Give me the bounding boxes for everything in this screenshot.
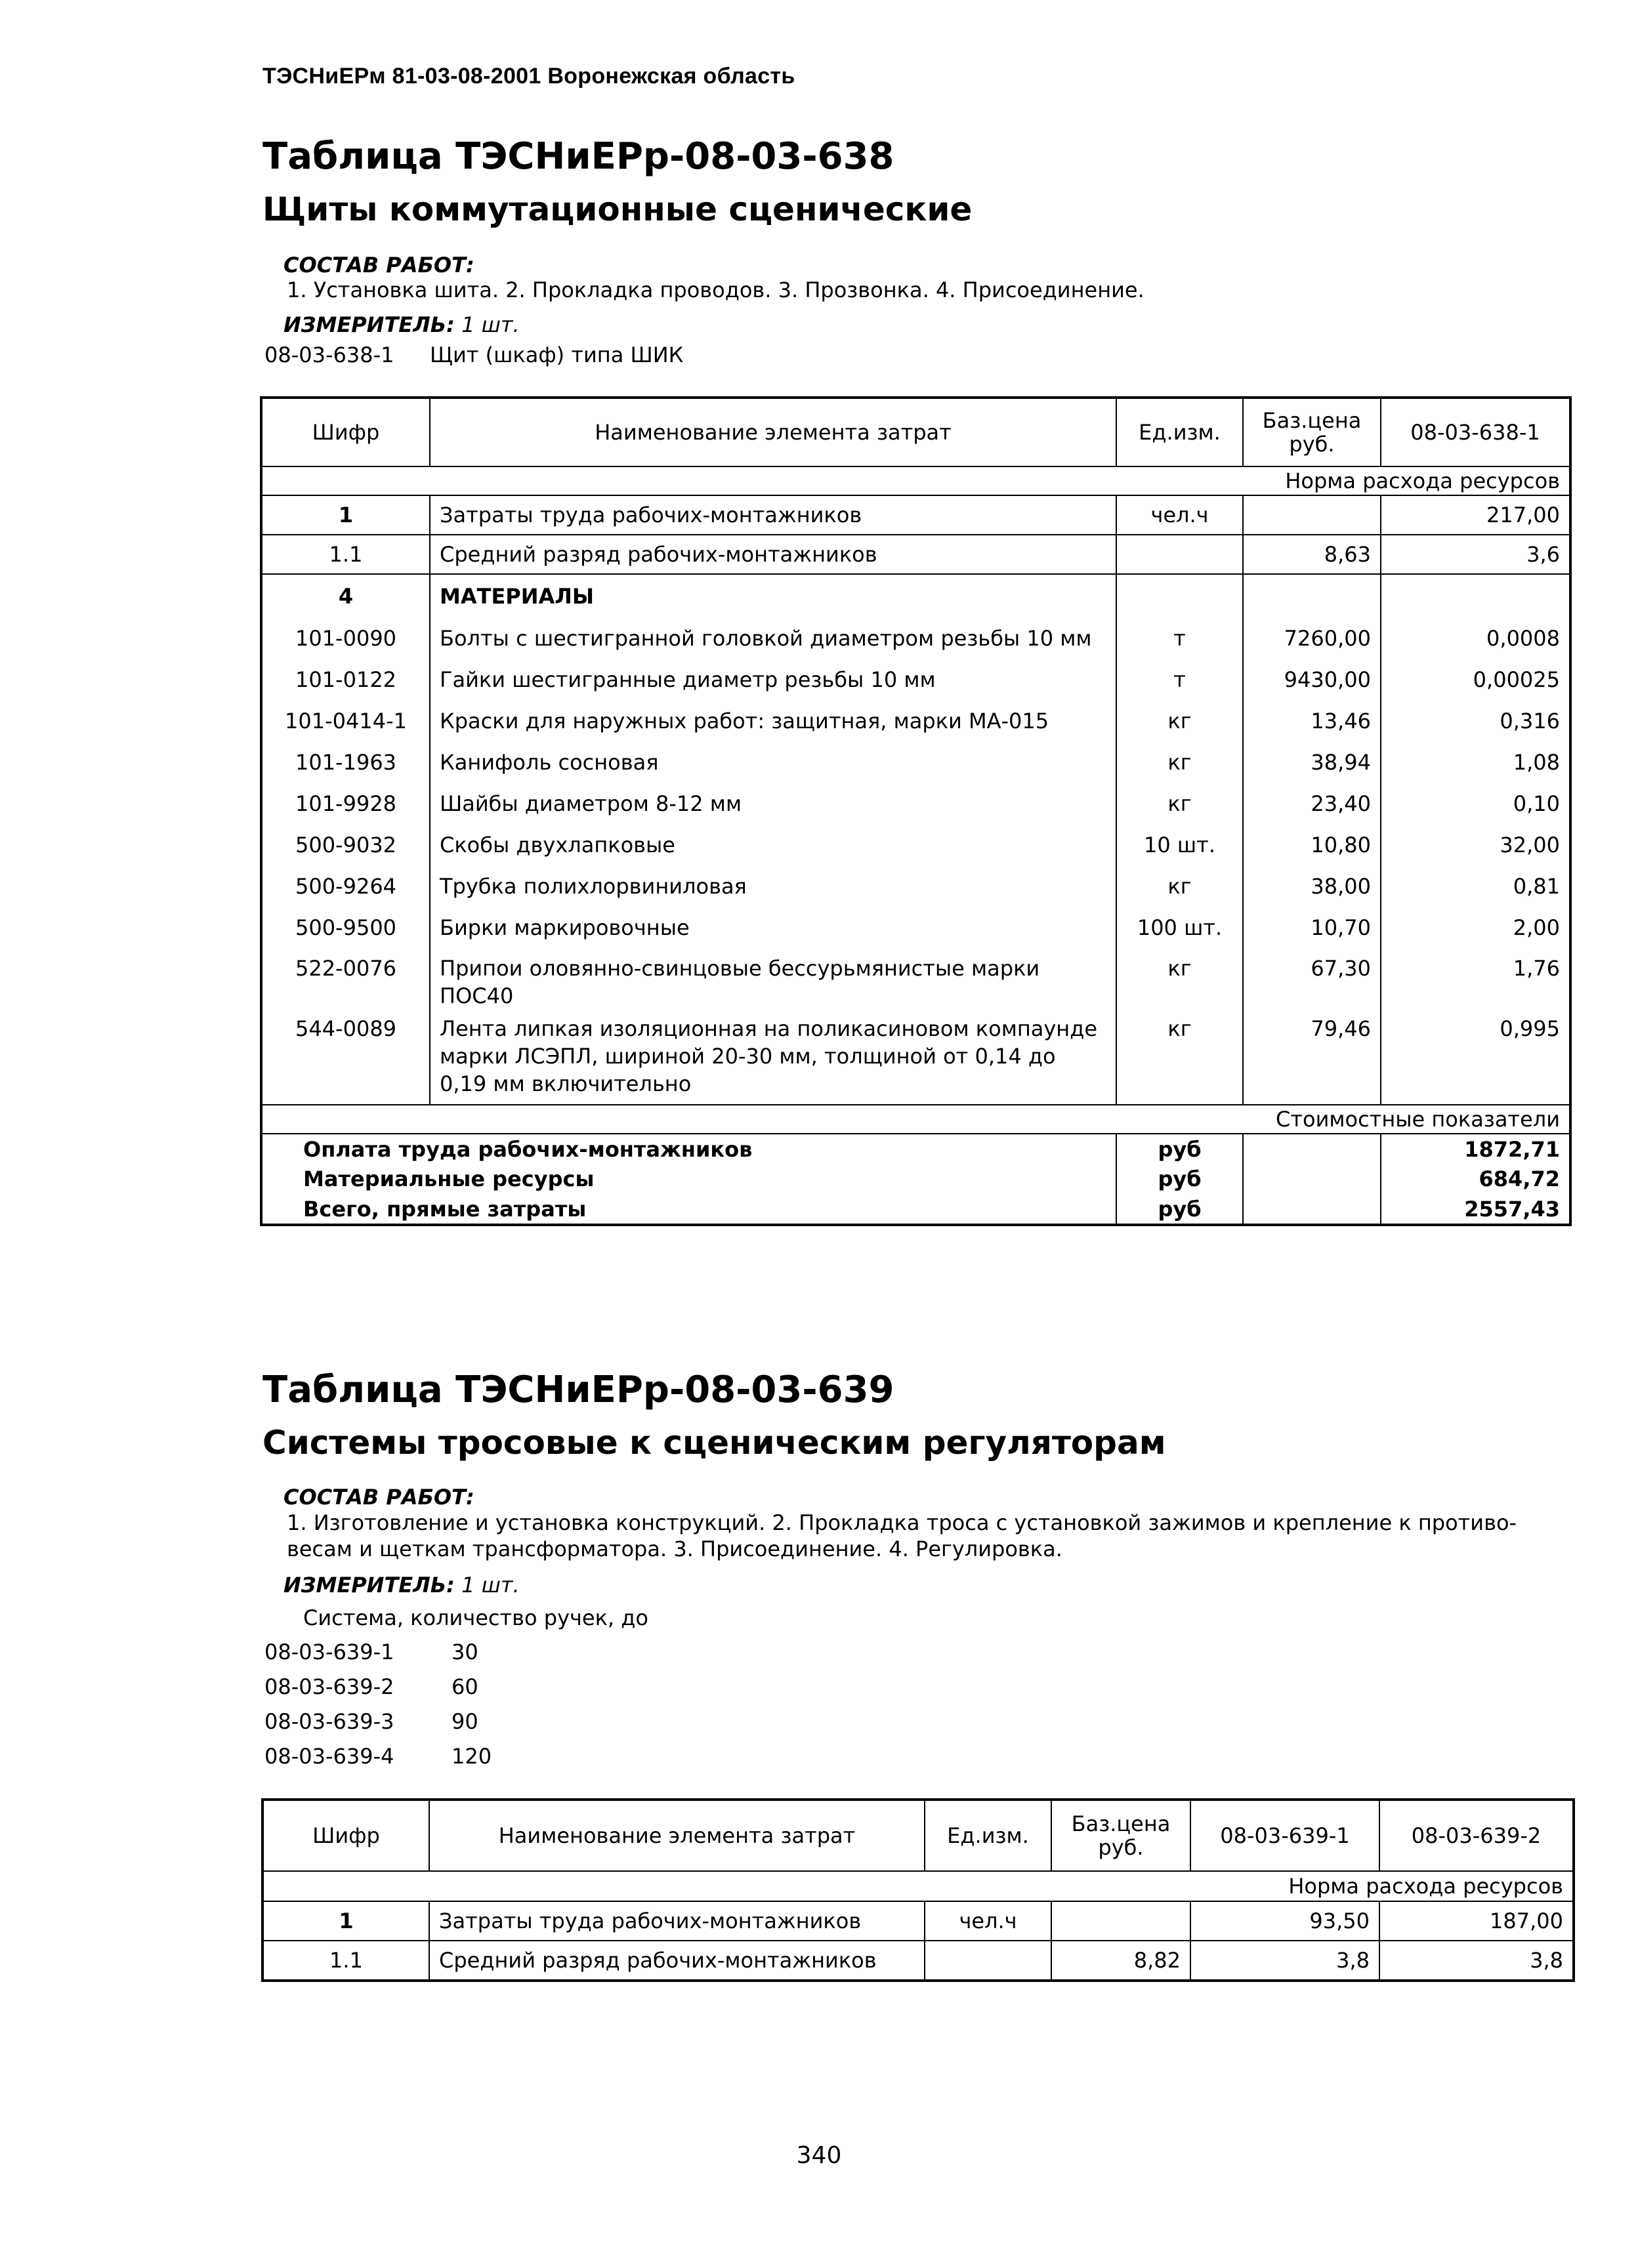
table-row (262, 700, 1570, 741)
cell-value: 0,10 (1381, 783, 1570, 824)
cell-code: 544-0089 (262, 1011, 430, 1105)
cell-unit: кг (1116, 1011, 1243, 1105)
cell-unit (1116, 574, 1243, 617)
table1-subtitle: Щиты коммутационные сценические (262, 190, 973, 228)
total-name: Материальные ресурсы (262, 1164, 1116, 1194)
table1-col-code: Шифр (262, 398, 430, 466)
table2-work-text-2: весам и щеткам трансформатора. 3. Присоединение. 4. Регулировка. (287, 1536, 1062, 1561)
table-row (262, 617, 1570, 659)
total-name: Всего, прямые затраты (262, 1194, 1116, 1224)
cell-unit: кг (1116, 741, 1243, 783)
cell-value: 0,81 (1381, 865, 1570, 907)
total-empty (1243, 1164, 1381, 1194)
table-row (262, 783, 1570, 824)
table1-title: Таблица ТЭСНиЕРр-08-03-638 (262, 135, 894, 178)
total-unit: руб (1116, 1194, 1243, 1224)
cell-value-1: 93,50 (1190, 1901, 1379, 1941)
table-row (263, 1901, 1573, 1941)
total-value: 1872,71 (1381, 1134, 1570, 1164)
cell-price: 79,46 (1243, 1011, 1381, 1105)
cell-price: 7260,00 (1243, 617, 1381, 659)
table1-measure-value: 1 шт. (461, 312, 520, 337)
cell-unit (1116, 535, 1243, 574)
cell-price: 8,82 (1051, 1941, 1190, 1980)
cell-code: 101-0122 (262, 659, 430, 700)
table2-subtitle: Системы тросовые к сценическим регуляторам (262, 1424, 1166, 1462)
cell-code: 101-1963 (262, 741, 430, 783)
cell-code: 101-0090 (262, 617, 430, 659)
table2 (262, 1800, 1574, 1981)
table1-col-unit: Ед.изм. (1116, 398, 1243, 466)
table2-measure (284, 1573, 520, 1598)
table-row (262, 495, 1570, 535)
cell-price (1051, 1901, 1190, 1941)
cell-price (1243, 574, 1381, 617)
table-row (262, 741, 1570, 783)
cell-unit: 10 шт. (1116, 824, 1243, 865)
cell-price: 67,30 (1243, 948, 1381, 1011)
table-row (262, 659, 1570, 700)
cell-value: 1,76 (1381, 948, 1570, 1011)
cell-value-1: 3,8 (1190, 1941, 1379, 1980)
table1-norm-caption: Норма расхода ресурсов (262, 466, 1570, 495)
cell-name: Краски для наружных работ: защитная, марки МА-015 (430, 700, 1116, 741)
table1-cost-caption: Стоимостные показатели (262, 1105, 1570, 1134)
variant-value: 90 (452, 1709, 478, 1734)
table2-col-value-1: 08-03-639-1 (1190, 1800, 1379, 1871)
cell-name: МАТЕРИАЛЫ (430, 574, 1116, 617)
cell-name: Средний разряд рабочих-монтажников (429, 1941, 925, 1980)
table2-col-price: Баз.цена руб. (1051, 1800, 1190, 1871)
cell-price: 38,00 (1243, 865, 1381, 907)
table-row (262, 535, 1570, 574)
cell-name: Затраты труда рабочих-монтажников (429, 1901, 925, 1941)
variant-value: 60 (452, 1674, 478, 1699)
table1-header-row (262, 398, 1570, 466)
table1 (261, 398, 1570, 1225)
table-row (262, 1134, 1570, 1164)
table2-norm-row (263, 1871, 1573, 1901)
total-name: Оплата труда рабочих-монтажников (262, 1134, 1116, 1164)
table1-measure-label: ИЗМЕРИТЕЛЬ: (284, 312, 455, 337)
cell-name: Болты с шестигранной головкой диаметром резьбы 10 мм (430, 617, 1116, 659)
total-unit: руб (1116, 1134, 1243, 1164)
table2-system-caption: Система, количество ручек, до (303, 1605, 648, 1630)
cell-value: 0,00025 (1381, 659, 1570, 700)
cell-unit: кг (1116, 948, 1243, 1011)
cell-name: Канифоль сосновая (430, 741, 1116, 783)
total-empty (1243, 1194, 1381, 1224)
cell-price: 23,40 (1243, 783, 1381, 824)
cell-name: Бирки маркировочные (430, 907, 1116, 948)
table2-header-row (263, 1800, 1573, 1871)
table-row (262, 1011, 1570, 1105)
table-row (262, 907, 1570, 948)
cell-unit: кг (1116, 865, 1243, 907)
table1-code-line-code: 08-03-638-1 (264, 342, 394, 367)
cell-unit (925, 1941, 1051, 1980)
cell-price: 8,63 (1243, 535, 1381, 574)
cell-code: 101-9928 (262, 783, 430, 824)
cell-unit: кг (1116, 783, 1243, 824)
cell-price: 10,70 (1243, 907, 1381, 948)
total-value: 684,72 (1381, 1164, 1570, 1194)
table2-work-text-1: 1. Изготовление и установка конструкций. 2. Прокладка троса с установкой зажимов и крепление к противо- (287, 1510, 1517, 1535)
variant-code: 08-03-639-4 (264, 1744, 394, 1769)
cell-value-2: 187,00 (1379, 1901, 1573, 1941)
cell-price: 13,46 (1243, 700, 1381, 741)
cell-code: 1 (262, 495, 430, 535)
table2-col-unit: Ед.изм. (925, 1800, 1051, 1871)
cell-value: 0,316 (1381, 700, 1570, 741)
variant-code: 08-03-639-3 (264, 1709, 394, 1734)
table1-col-price: Баз.цена руб. (1243, 398, 1381, 466)
table1-col-value: 08-03-638-1 (1381, 398, 1570, 466)
table2-measure-value: 1 шт. (461, 1573, 520, 1598)
variant-value: 30 (452, 1639, 478, 1664)
table-row (262, 1194, 1570, 1224)
cell-code: 4 (262, 574, 430, 617)
table1-work-label: СОСТАВ РАБОТ: (284, 253, 474, 278)
cell-unit: чел.ч (1116, 495, 1243, 535)
total-value: 2557,43 (1381, 1194, 1570, 1224)
cell-code: 1 (263, 1901, 429, 1941)
cell-code: 500-9032 (262, 824, 430, 865)
cell-value: 2,00 (1381, 907, 1570, 948)
page-number: 340 (796, 2142, 842, 2169)
cell-code: 522-0076 (262, 948, 430, 1011)
table1-norm-row (262, 466, 1570, 495)
table-row (263, 1941, 1573, 1980)
cell-value: 3,6 (1381, 535, 1570, 574)
cell-code: 1.1 (263, 1941, 429, 1980)
cell-name: Скобы двухлапковые (430, 824, 1116, 865)
cell-name: Припои оловянно-свинцовые бессурьмянистые марки ПОС40 (430, 948, 1116, 1011)
cell-name: Лента липкая изоляционная на поликасиновом компаунде марки ЛСЭПЛ, шириной 20-30 мм, толщиной от 0,14 до 0,19 мм включительно (430, 1011, 1116, 1105)
table2-col-value-2: 08-03-639-2 (1379, 1800, 1573, 1871)
cell-code: 101-0414-1 (262, 700, 430, 741)
table2-col-name: Наименование элемента затрат (429, 1800, 925, 1871)
total-unit: руб (1116, 1164, 1243, 1194)
cell-value (1381, 574, 1570, 617)
cell-code: 500-9264 (262, 865, 430, 907)
running-header: ТЭСНиЕРм 81-03-08-2001 Воронежская область (262, 64, 795, 89)
table2-norm-caption: Норма расхода ресурсов (263, 1871, 1573, 1901)
cell-price: 9430,00 (1243, 659, 1381, 700)
cell-name: Средний разряд рабочих-монтажников (430, 535, 1116, 574)
cell-name: Затраты труда рабочих-монтажников (430, 495, 1116, 535)
table1-col-name: Наименование элемента затрат (430, 398, 1116, 466)
table2-col-code: Шифр (263, 1800, 429, 1871)
cell-unit: 100 шт. (1116, 907, 1243, 948)
cell-code: 1.1 (262, 535, 430, 574)
cell-name: Трубка полихлорвиниловая (430, 865, 1116, 907)
table-row (262, 1164, 1570, 1194)
cell-value: 217,00 (1381, 495, 1570, 535)
table-row (262, 824, 1570, 865)
cell-unit: кг (1116, 700, 1243, 741)
table-row (262, 574, 1570, 617)
table1-measure (284, 312, 520, 337)
cell-value: 0,0008 (1381, 617, 1570, 659)
table1-cost-row (262, 1105, 1570, 1134)
cell-unit: т (1116, 617, 1243, 659)
cell-price: 38,94 (1243, 741, 1381, 783)
table-row (262, 948, 1570, 1011)
cell-price (1243, 495, 1381, 535)
table1-code-line-text: Щит (шкаф) типа ШИК (430, 342, 684, 367)
variant-value: 120 (452, 1744, 492, 1769)
table1-work-text: 1. Установка шита. 2. Прокладка проводов. 3. Прозвонка. 4. Присоединение. (287, 278, 1144, 302)
cell-unit: т (1116, 659, 1243, 700)
table2-measure-label: ИЗМЕРИТЕЛЬ: (284, 1573, 455, 1598)
total-empty (1243, 1134, 1381, 1164)
cell-value: 32,00 (1381, 824, 1570, 865)
table2-work-label: СОСТАВ РАБОТ: (284, 1485, 474, 1510)
cell-name: Гайки шестигранные диаметр резьбы 10 мм (430, 659, 1116, 700)
cell-code: 500-9500 (262, 907, 430, 948)
cell-name: Шайбы диаметром 8-12 мм (430, 783, 1116, 824)
variant-code: 08-03-639-1 (264, 1639, 394, 1664)
cell-value-2: 3,8 (1379, 1941, 1573, 1980)
table2-title: Таблица ТЭСНиЕРр-08-03-639 (262, 1369, 894, 1411)
variant-code: 08-03-639-2 (264, 1674, 394, 1699)
cell-price: 10,80 (1243, 824, 1381, 865)
cell-unit: чел.ч (925, 1901, 1051, 1941)
cell-value: 1,08 (1381, 741, 1570, 783)
cell-value: 0,995 (1381, 1011, 1570, 1105)
table-row (262, 865, 1570, 907)
